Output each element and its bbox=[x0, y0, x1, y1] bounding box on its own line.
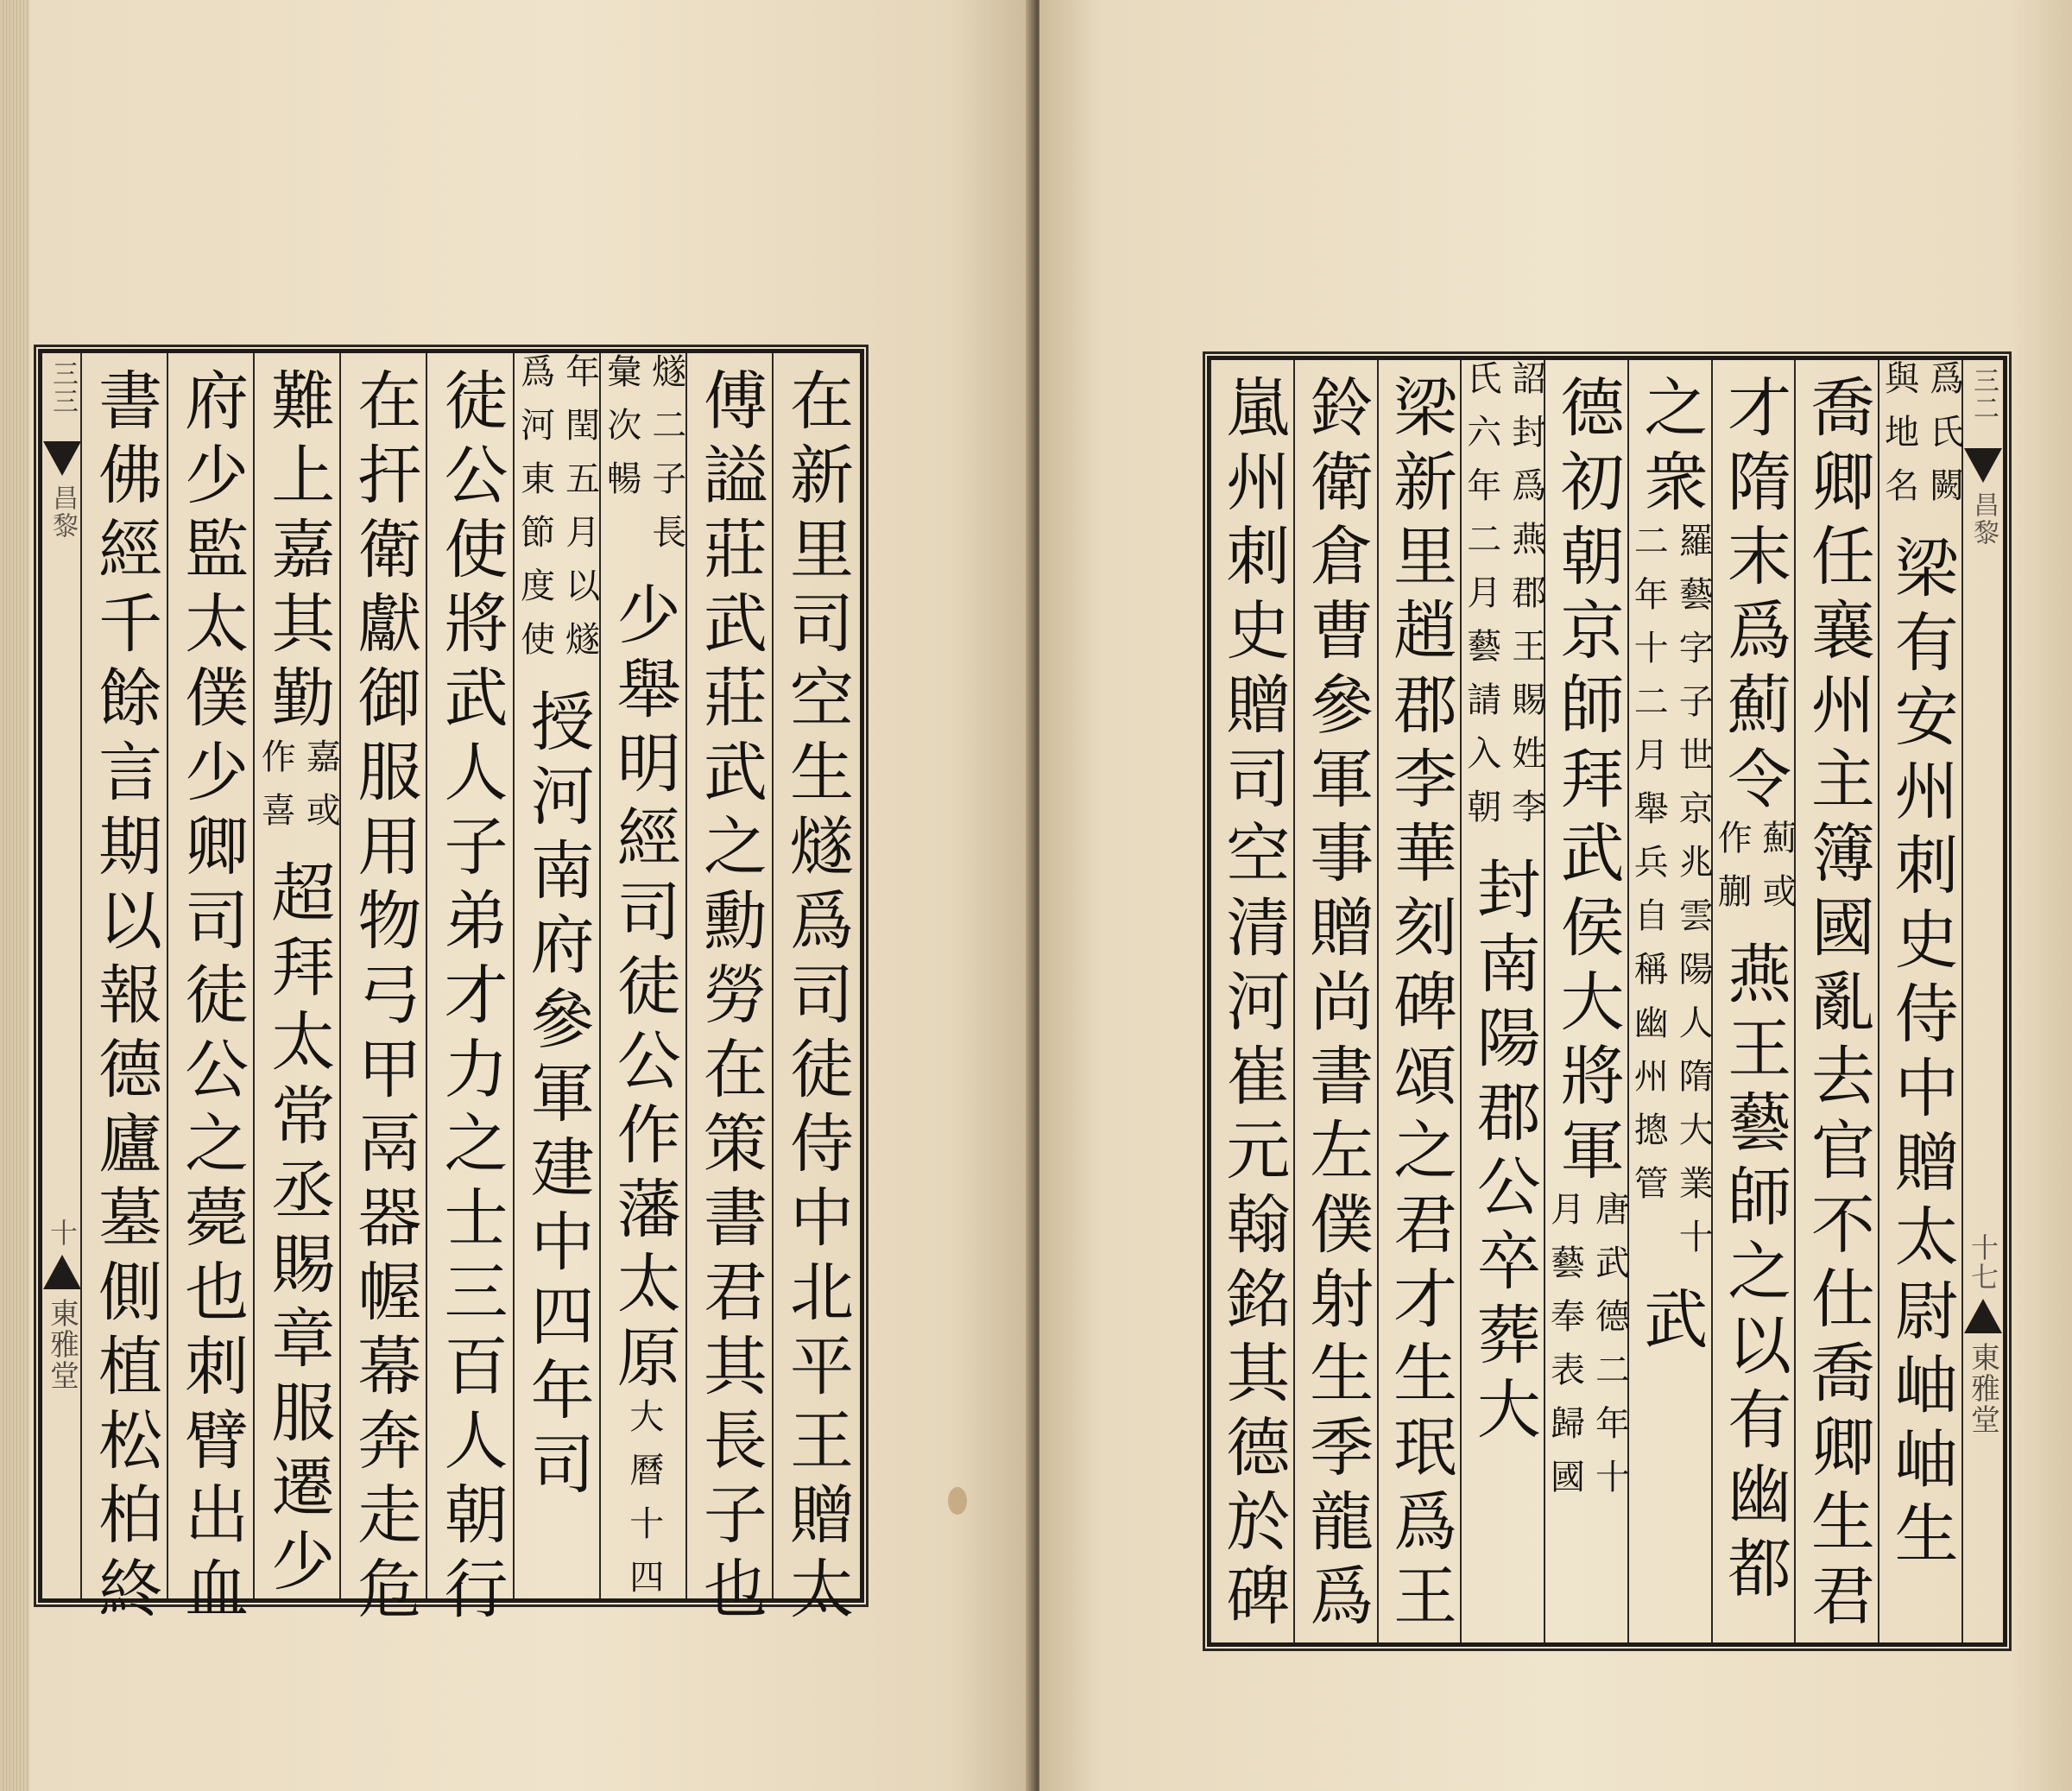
banxin-title: 昌黎 bbox=[47, 484, 78, 540]
annotation-pair bbox=[1713, 820, 1796, 927]
annotation-right: 詔封爲燕郡王賜姓李 bbox=[1506, 360, 1546, 842]
text-column bbox=[253, 353, 341, 1602]
annotation-pair bbox=[256, 738, 339, 845]
annotation-pair bbox=[1546, 1191, 1629, 1512]
left-text-frame bbox=[38, 349, 864, 1630]
text-column bbox=[339, 353, 427, 1630]
fishtail-top bbox=[1964, 448, 2002, 483]
annotation-right: 燧二子長 bbox=[646, 353, 686, 567]
column-text: 燕王藝師之以有幽都 bbox=[1717, 940, 1792, 1609]
text-column bbox=[1878, 360, 1963, 1642]
mixed-column bbox=[1462, 360, 1545, 1450]
column-text: 超拜太常丞賜章服遷少 bbox=[261, 859, 336, 1602]
text-column bbox=[599, 353, 687, 1612]
column-text: 喬卿任襄州主簿國亂去官不仕喬卿生君 bbox=[1800, 374, 1875, 1636]
annotation-left: 爲河東節度使 bbox=[515, 353, 555, 674]
right-page bbox=[1039, 0, 2072, 1791]
annotation-pair bbox=[625, 1398, 663, 1612]
text-column bbox=[1293, 360, 1379, 1642]
annotation-pair bbox=[603, 353, 685, 567]
column-text: 在扞衛獻御服用物弓甲鬲器幄幕奔走危 bbox=[347, 367, 422, 1630]
column-text: 梁有安州刺史侍中贈太尉岫岫生 bbox=[1884, 535, 1959, 1574]
column-text: 傅謚莊武莊武之勳勞在策書君其長子也 bbox=[692, 367, 768, 1630]
annotation-right: 唐武德二年十 bbox=[1589, 1191, 1630, 1512]
banxin-folio: 十 bbox=[46, 1218, 79, 1248]
text-column bbox=[1460, 360, 1545, 1642]
column-text: 在新里司空生燧爲司徒侍中北平王贈太 bbox=[779, 367, 854, 1630]
fishtail-bottom bbox=[1964, 1299, 2002, 1333]
banxin-title: 昌黎 bbox=[1968, 491, 1999, 547]
mixed-column bbox=[516, 353, 599, 1505]
annotation-pair bbox=[1629, 737, 1712, 1272]
column-text: 梁新里趙郡李華刻碑頌之君才生珉爲王 bbox=[1382, 374, 1457, 1636]
annotation-right: 世京兆雲陽人隋大業十 bbox=[1673, 737, 1714, 1272]
text-column bbox=[80, 353, 168, 1630]
text-column bbox=[1377, 360, 1462, 1642]
column-text: 徒公使將武人子弟才力之士三百人朝行 bbox=[433, 367, 509, 1630]
mixed-column bbox=[603, 353, 685, 1612]
fishtail-bottom bbox=[43, 1255, 81, 1289]
column-text: 封南陽郡公卒葬大 bbox=[1466, 856, 1541, 1450]
text-column bbox=[1627, 360, 1713, 1642]
text-column bbox=[685, 353, 774, 1630]
column-text: 難上嘉其勤 bbox=[261, 367, 336, 738]
column-text: 德初朝京師拜武侯大將軍 bbox=[1550, 374, 1625, 1191]
annotation-right: 年閏五月以燧 bbox=[559, 353, 600, 674]
mixed-column bbox=[1629, 360, 1712, 1360]
text-column bbox=[1794, 360, 1879, 1642]
annotation-pair bbox=[1629, 522, 1712, 737]
column-text: 鈴衛倉曹參軍事贈尚書左僕射生季龍爲 bbox=[1299, 374, 1374, 1636]
annotation-left: 月舉兵自稱幽州摠管 bbox=[1628, 737, 1669, 1218]
column-text: 書佛經千餘言期以報德廬墓側植松柏終 bbox=[88, 367, 163, 1630]
right-banxin bbox=[1961, 360, 2003, 1642]
text-column bbox=[167, 353, 255, 1630]
right-text-frame bbox=[1207, 356, 2007, 1647]
banxin-hall: 東雅堂 bbox=[1965, 1342, 2000, 1435]
left-banxin bbox=[42, 353, 82, 1598]
annotation-left: 作喜 bbox=[256, 738, 296, 845]
page-edges bbox=[0, 0, 29, 1791]
annotation-left: 二年十二 bbox=[1628, 522, 1669, 737]
mixed-column bbox=[256, 353, 339, 1602]
banxin-hall: 東雅堂 bbox=[44, 1298, 79, 1391]
annotation-pair bbox=[1462, 360, 1545, 842]
annotation-right: 薊或 bbox=[1757, 820, 1797, 927]
ink-stain bbox=[948, 1487, 967, 1515]
annotation-left: 氏六年二月藝請入朝 bbox=[1461, 360, 1501, 842]
fishtail-top bbox=[43, 441, 81, 476]
column-text: 嵐州刺史贈司空清河崔元翰銘其德於碑 bbox=[1216, 374, 1291, 1636]
annotation-pair bbox=[1880, 360, 1963, 521]
text-column bbox=[1711, 360, 1797, 1642]
annotation-right: 嘉或 bbox=[300, 738, 341, 845]
mixed-column bbox=[1546, 360, 1629, 1512]
mixed-column bbox=[1880, 360, 1963, 1574]
annotation-right: 大曆十四 bbox=[623, 1398, 664, 1612]
column-text: 之衆 bbox=[1633, 374, 1709, 522]
annotation-pair bbox=[516, 353, 599, 674]
column-text: 府少監太僕少卿司徒公之薨也刺臂出血 bbox=[174, 367, 250, 1630]
left-page bbox=[0, 0, 1033, 1791]
annotation-left: 彙次暢 bbox=[601, 353, 641, 514]
banxin-marker: 三二 bbox=[1968, 367, 1999, 422]
text-column bbox=[513, 353, 601, 1598]
mixed-column bbox=[1713, 360, 1796, 1609]
column-text: 才隋末爲薊令 bbox=[1717, 374, 1792, 820]
text-column bbox=[426, 353, 514, 1630]
annotation-left: 與地名 bbox=[1879, 360, 1919, 521]
annotation-left: 作蒯 bbox=[1712, 820, 1753, 927]
text-column bbox=[772, 353, 860, 1630]
banxin-folio: 十七 bbox=[1967, 1233, 1999, 1292]
text-column bbox=[1544, 360, 1629, 1642]
column-text: 武 bbox=[1633, 1286, 1709, 1360]
banxin-marker: 三三 bbox=[47, 360, 78, 415]
annotation-right: 羅藝字子 bbox=[1673, 522, 1714, 737]
column-text: 少舉明經司徒公作藩太原 bbox=[606, 581, 681, 1398]
annotation-right: 爲氏闕 bbox=[1924, 360, 1964, 521]
column-text: 授河南府參軍建中四年司 bbox=[520, 688, 595, 1505]
annotation-left: 月藝奉表歸國 bbox=[1545, 1191, 1585, 1512]
text-column bbox=[1210, 360, 1295, 1642]
